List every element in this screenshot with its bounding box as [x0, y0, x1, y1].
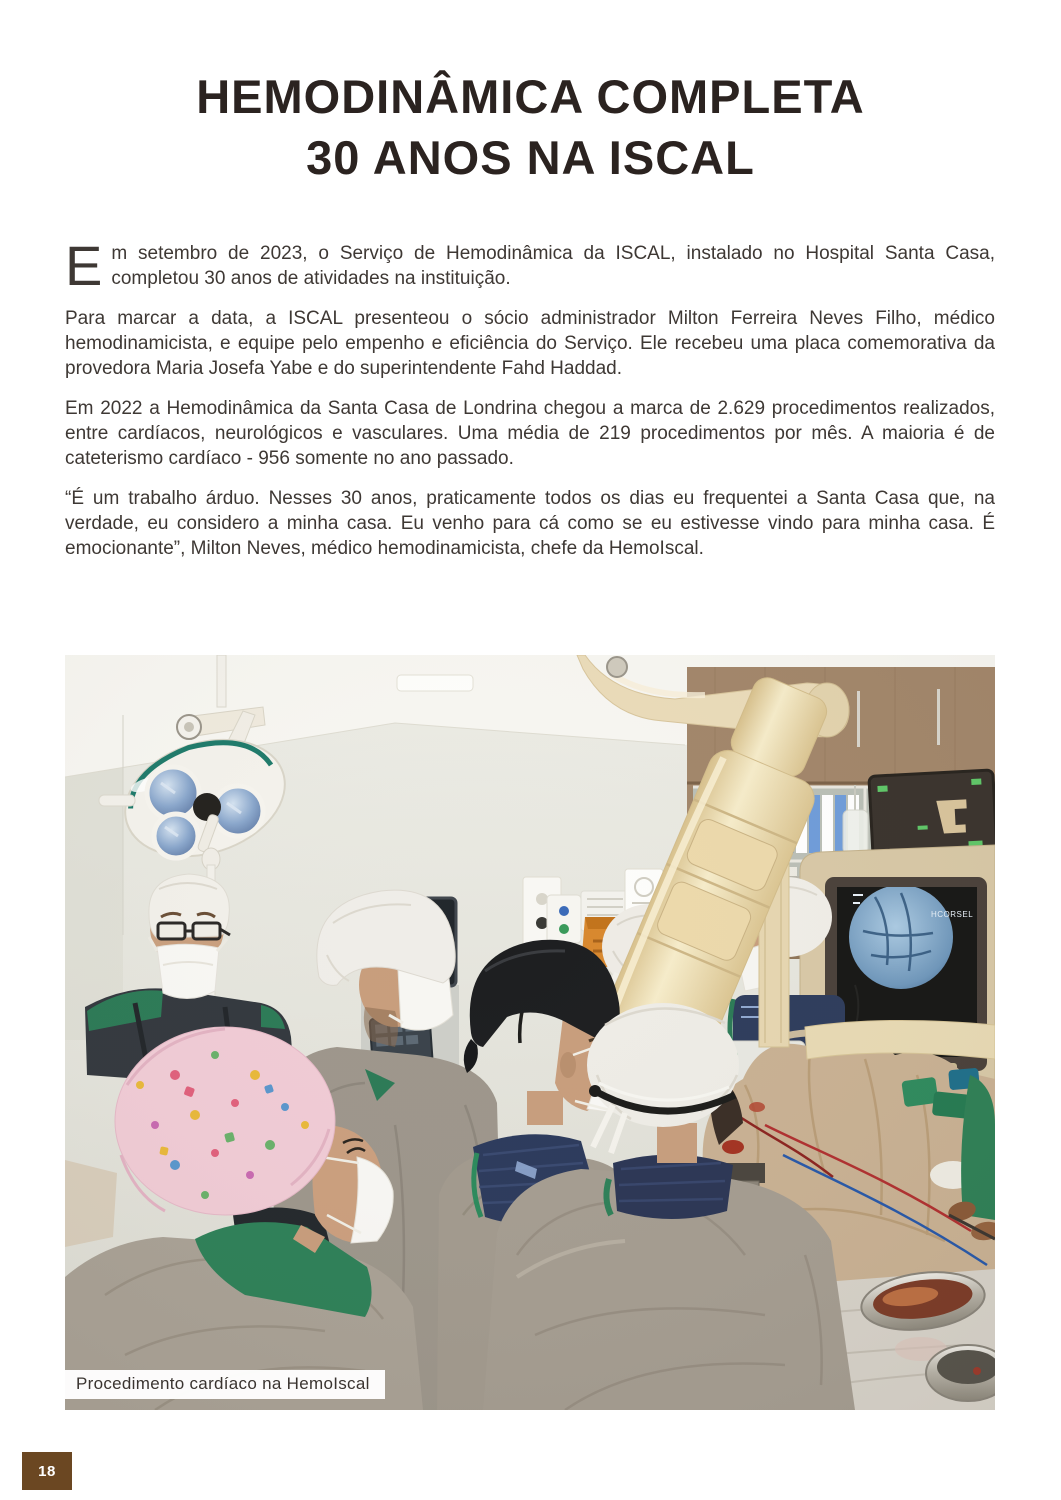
- paragraph-3: Em 2022 a Hemodinâmica da Santa Casa de Londrina chegou a marca de 2.629 procedimentos realizados, entre cardíacos, neurológicos e vasculares. Uma média de 219 procedimentos por mês. A maioria é de cateterismo cardíaco - 956 somente no ano passado.: [65, 398, 995, 469]
- page-title: [0, 66, 1061, 188]
- page-title-line1: HEMODINÂMICA COMPLETA: [196, 70, 865, 123]
- article-body: [65, 234, 995, 576]
- operating-room-photo: [65, 655, 995, 1410]
- paragraph-1: Em setembro de 2023, o Serviço de Hemodinâmica da ISCAL, instalado no Hospital Santa Casa, completou 30 anos de atividades na instituição.: [65, 234, 995, 297]
- dropcap: E: [65, 234, 103, 297]
- photo-vignette: [65, 655, 995, 1410]
- page-title-line2: 30 ANOS NA ISCAL: [306, 131, 755, 184]
- operating-room-illustration: [65, 655, 995, 1410]
- paragraph-2: Para marcar a data, a ISCAL presenteou o sócio administrador Milton Ferreira Neves Filho, médico hemodinamicista, e equipe pelo empenho e eficiência do Serviço. Ele recebeu uma placa comemorativa da provedora Maria Josefa Yabe e do superintendente Fahd Haddad.: [65, 308, 995, 379]
- paragraph-4: “É um trabalho árduo. Nesses 30 anos, praticamente todos os dias eu frequentei a Santa Casa que, na verdade, eu considero a minha casa. Eu venho para cá como se eu estivesse vindo para minha casa. É emocionante”, Milton Neves, médico hemodinamicista, chefe da HemoIscal.: [65, 488, 995, 559]
- page-number-badge: 18: [22, 1452, 72, 1490]
- photo-caption: Procedimento cardíaco na HemoIscal: [65, 1370, 385, 1399]
